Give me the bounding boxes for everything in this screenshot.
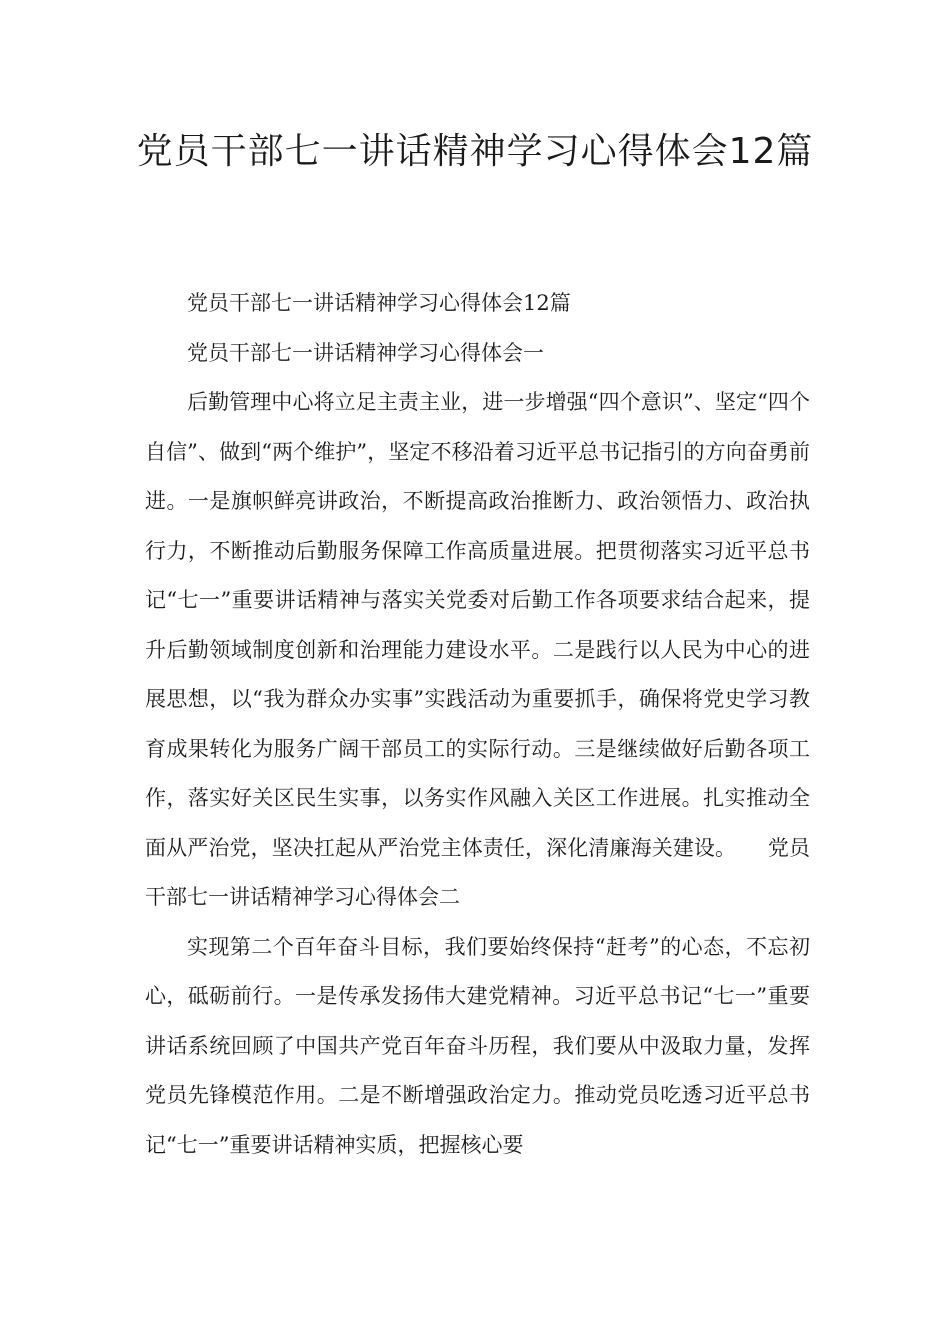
paragraph-section-one-body: 后勤管理中心将立足主责主业，进一步增强“四个意识”、坚定“四个自信”、做到“两个维护”，坚定不移沿着习近平总书记指引的方向奋勇前进。一是旗帜鲜亮讲政治，不断提高政治推断力、政治领悟力、政治执行力，不断推动后勤服务保障工作高质量进展。把贯彻落实习近平总书记“七一”重要讲话精神与落实关党委对后勤工作各项要求结合起来，提升后勤领域制度创新和治理能力建设水平。二是践行以人民为中心的进展思想，以“我为群众办实事”实践活动为重要抓手，确保将党史学习教育成果转化为服务广阔干部员工的实际行动。三是继续做好后勤各项工作，落实好关区民生实事，以务实作风融入关区工作进展。扎实推动全面从严治党，坚决扛起从严治党主体责任，深化清廉海关建设。 党员干部七一讲话精神学习心得体会二 (145, 390, 810, 909)
document-body (145, 279, 810, 1170)
document-title: 党员干部七一讲话精神学习心得体会12篇 (136, 131, 814, 172)
paragraph-section-one-heading: 党员干部七一讲话精神学习心得体会一 (187, 340, 544, 365)
paragraph-series-title: 党员干部七一讲话精神学习心得体会12篇 (187, 291, 571, 315)
paragraph-section-two-body: 实现第二个百年奋斗目标，我们要始终保持“赶考”的心态，不忘初心，砥砺前行。一是传承发扬伟大建党精神。习近平总书记“七一”重要讲话系统回顾了中国共产党百年奋斗历程，我们要从中汲取力量，发挥党员先锋模范作用。二是不断增强政治定力。推动党员吃透习近平总书记“七一”重要讲话精神实质，把握核心要 (145, 934, 810, 1157)
